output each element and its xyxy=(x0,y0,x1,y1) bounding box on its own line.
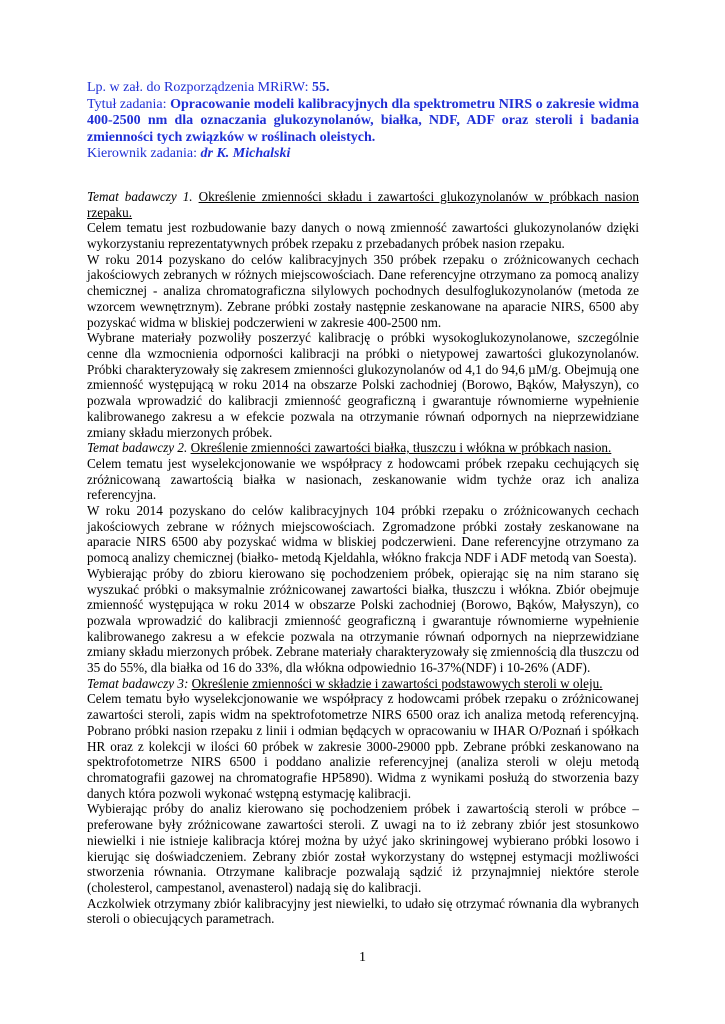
topic-heading: Temat badawczy 1. Określenie zmienności składu i zawartości glukozynolanów w próbkach nasion rzepaku. xyxy=(87,188,639,220)
topic-heading: Temat badawczy 2. Określenie zmienności zawartości białka, tłuszczu i włókna w próbkach nasion. xyxy=(87,440,612,456)
task-title-line: Tytuł zadania: Opracowanie modeli kalibracyjnych dla spektrometru NIRS o zakresie widma 400-2500 nm dla oznaczania glukozynolanów, białka, NDF, ADF oraz steroli i badania zmienności tych związków w roślinach oleistych. xyxy=(87,96,639,145)
paragraph: W roku 2014 pozyskano do celów kalibracyjnych 350 próbek rzepaku o zróżnicowanych cechach jakościowych zebranych w różnych miejscowościach. Dane referencyjne otrzymano za pomocą analizy chemicznej - analiza chromatograficzna silylowych pochodnych desulfoglukozynolanów (metoda ze wzorcem wewnętrznym). Zebrane próbki zostały następnie zeskanowane na aparacie NIRS, 6500 aby pozyskać widma w bliskiej podczerwieni w zakresie 400-2500 nm. xyxy=(87,251,639,330)
page-number: 1 xyxy=(359,950,366,965)
manager-name: dr K. Michalski xyxy=(200,146,291,162)
manager-line: Kierownik zadania: dr K. Michalski xyxy=(87,146,291,162)
topic-section-2 xyxy=(87,440,639,676)
regulation-number: 55. xyxy=(311,80,330,95)
paragraph: Wybierając próby do zbioru kierowano się pochodzeniem próbek, opierając się na nim starano się wyszukać próbki o maksymalnie zróżnicowanej zawartości białka, tłuszczu i włókna. Zbiór obejmuje zmienność występująca w roku 2014 w obszarze Polski zachodniej (Borowo, Bąków, Małyszyn), co pozwala wprowadzić do kalibracji zmienność geograficzną i gwarantuje równomierne wypełnienie kalibrowanego zakresu a w efekcie pozwala na otrzymanie równań odpornych na nieprzewidziane zmiany składu mierzonych próbek. Zebrane materiały charakteryzowały się zmiennością dla tłuszczu od 35 do 55%, dla białka od 16 do 33%, dla włókna odpowiednio 16-37%(NDF) i 10-26% (ADF). xyxy=(87,565,639,676)
task-header xyxy=(87,80,639,163)
paragraph: Celem tematu było wyselekcjonowanie we współpracy z hodowcami próbek rzepaku o zróżnicowanej zawartości steroli, zapis widm na spektrofotometrze NIRS 6500 oraz ich analiza metodą referencyjną. Pobrano próbki nasion rzepaku z linii i odmian będących w opracowaniu w IHAR O/Poznań i spółkach HR oraz z kolekcji w ilości 60 próbek w zakresie 3000-29000 ppb. Zebrane próbki zeskanowano na spektrofotometrze NIRS 6500 i poddano analizie referencyjnej (analiza steroli w oleju metodą chromatografii gazowej na chromatografie HP5890). Widma z wynikami posłużą do stworzenia bazy danych która pozwoli wykonać wstępną estymację kalibracji. xyxy=(87,691,639,801)
document-body xyxy=(87,80,639,927)
paragraph: W roku 2014 pozyskano do celów kalibracyjnych 104 próbki rzepaku o zróżnicowanych cechach jakościowych zebrane w różnych miejscowościach. Zgromadzone próbki zostały zeskanowane na aparacie NIRS 6500 aby pozyskać widma w bliskiej podczerwieni. Dane referencyjne otrzymano za pomocą analizy chemicznej (białko- metodą Kjeldahla, włókno frakcja NDF i ADF metodą van Soesta). xyxy=(87,503,639,566)
task-title: Opracowanie modeli kalibracyjnych dla spektrometru NIRS o zakresie widma 400-2500 nm dla oznaczania glukozynolanów, białka, NDF, ADF oraz steroli i badania zmienności tych związków w roślinach oleistych. xyxy=(87,96,639,145)
paragraph: Aczkolwiek otrzymany zbiór kalibracyjny jest niewielki, to udało się otrzymać równania dla wybranych steroli o obiecujących parametrach. xyxy=(87,895,639,927)
topic-section-3 xyxy=(87,676,639,927)
regulation-line: Lp. w zał. do Rozporządzenia MRiRW: 55. xyxy=(87,80,330,95)
paragraph: Wybierając próby do analiz kierowano się pochodzeniem próbek i zawartością steroli w próbce – preferowane były zróżnicowane zawartości steroli. Z uwagi na to iż zebrany zbiór jest stosunkowo niewielki i nie istnieje kalibracja której można by użyć jako skriningowej wybierano próbki losowo i kierując się doświadczeniem. Zebrany zbiór został wykorzystany do wstępnej estymacji możliwości stworzenia równania. Otrzymane kalibracje pozwalają sądzić iż przynajmniej niektóre sterole (cholesterol, campestanol, avenasterol) nadają się do kalibracji. xyxy=(87,801,639,895)
paragraph: Celem tematu jest rozbudowanie bazy danych o nową zmienność zawartości glukozynolanów dzięki wykorzystaniu reprezentatywnych próbek rzepaku z przebadanych próbek nasion rzepaku. xyxy=(87,220,639,252)
topic-heading: Temat badawczy 3: Określenie zmienności w składzie i zawartości podstawowych steroli w oleju. xyxy=(87,675,603,691)
paragraph: Wybrane materiały pozwoliły poszerzyć kalibrację o próbki wysokoglukozynolanowe, szczególnie cenne dla wzmocnienia odporności kalibracji na próbki o nietypowej zawartości glukozynolanów. Próbki charakteryzowały się zakresem zmienności glukozynolanów od 4,1 do 94,6 µM/g. Obejmują one zmienność występującą w roku 2014 na obszarze Polski zachodniej (Borowo, Bąków, Małyszyn), co pozwala wprowadzić do kalibracji zmienność geograficzną i gwarantuje równomierne wypełnienie kalibrowanego zakresu a w efekcie pozwala na otrzymanie równań odpornych na nieprzewidziane zmiany składu mierzonych próbek. xyxy=(87,330,639,440)
topic-section-1 xyxy=(87,189,639,440)
paragraph: Celem tematu jest wyselekcjonowanie we współpracy z hodowcami próbek rzepaku cechujących się zróżnicowaną zawartością białka w nasionach, zeskanowanie widm tychże oraz ich analiza referencyjna. xyxy=(87,455,639,503)
